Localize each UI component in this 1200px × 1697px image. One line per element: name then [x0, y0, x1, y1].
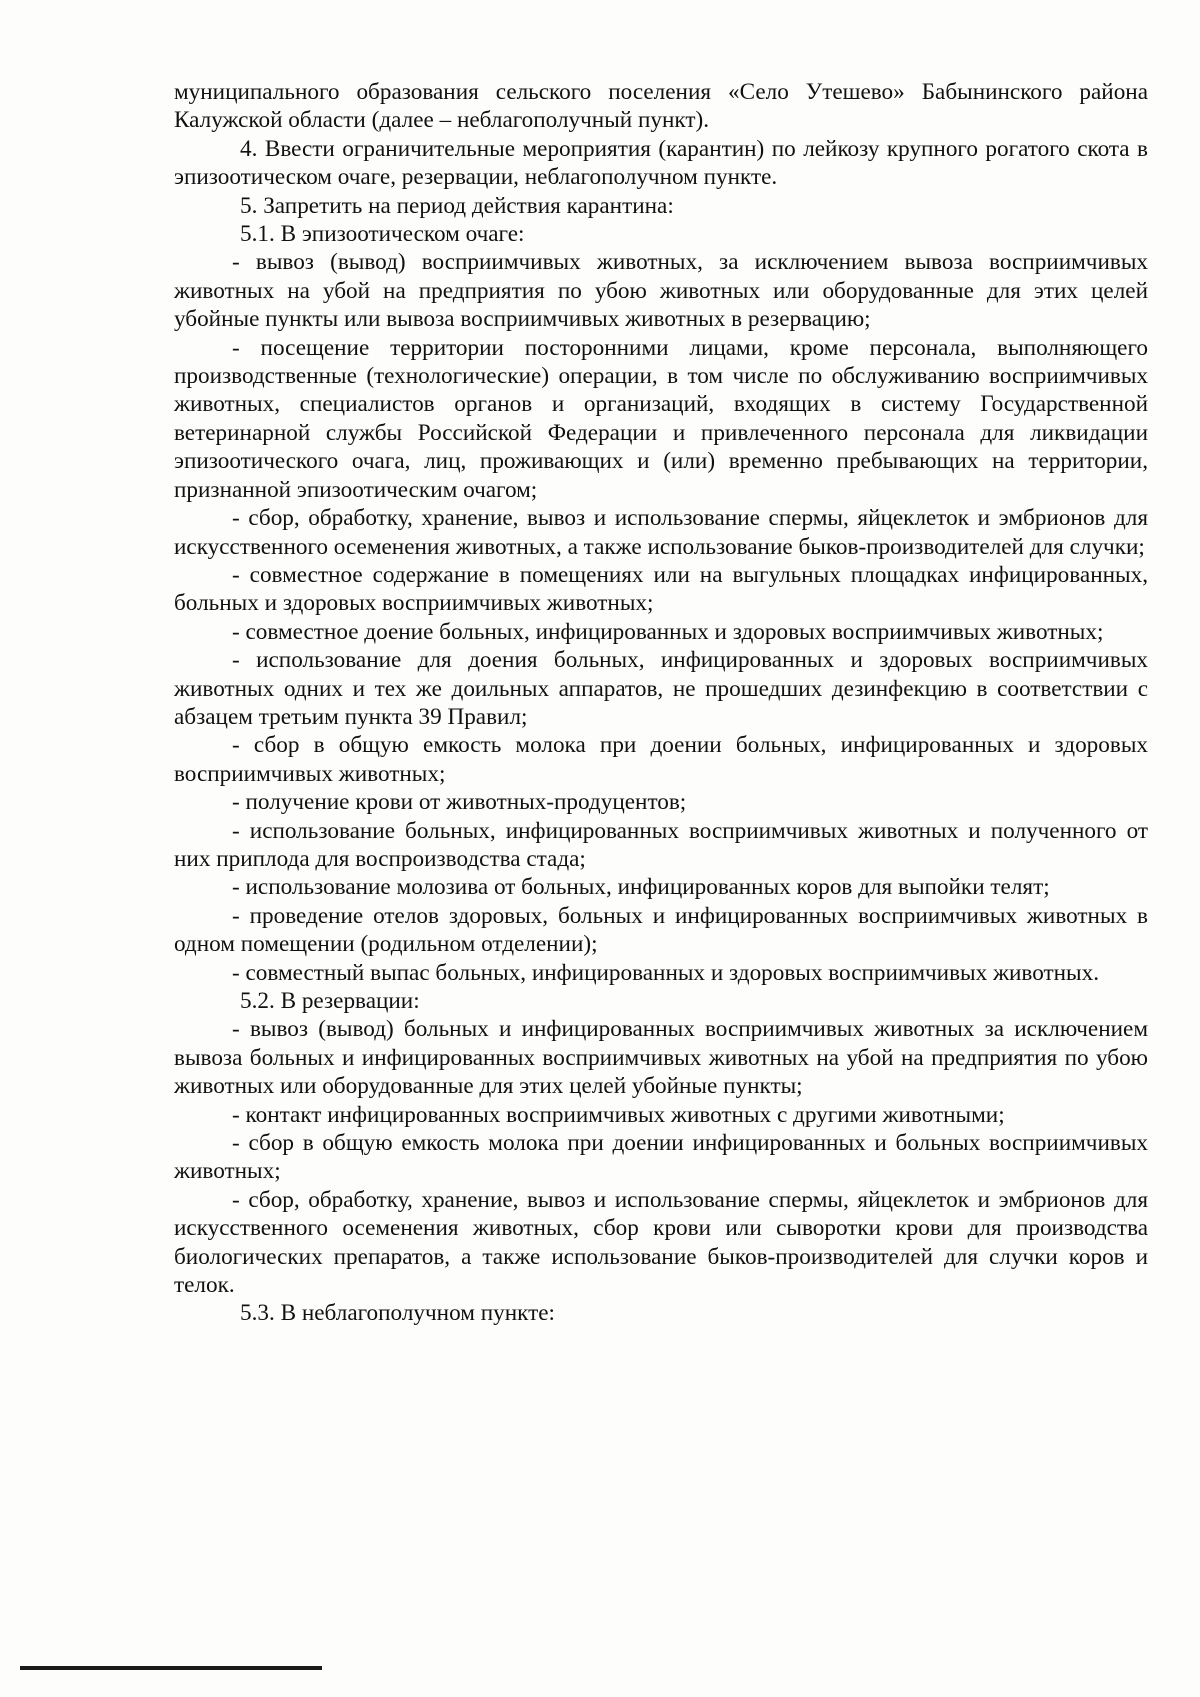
list-item: - использование больных, инфицированных восприимчивых животных и полученного от них приплода для воспроизводства стада; [174, 817, 1148, 872]
list-item: - посещение территории посторонними лицами, кроме персонала, выполняющего производственные (технологические) операции, в том числе по обслуживанию восприимчивых животных, специалистов органов и организаций, входящих в систему Государственной ветеринарной службы Российской Федерации и привлеченного персонала для ликвидации эпизоотического очага, лиц, проживающих и (или) временно пребывающих на территории, признанной эпизоотическим очагом; [174, 334, 1148, 503]
list-item: - использование молозива от больных, инфицированных коров для выпойки телят; [232, 874, 1050, 901]
list-item: - получение крови от животных-продуцентов; [232, 789, 687, 816]
paragraph: муниципального образования сельского поселения «Село Утешево» Бабынинского района Калужской области (далее – неблагополучный пункт). [174, 79, 1148, 134]
list-item: - совместное доение больных, инфицированных и здоровых восприимчивых животных; [232, 618, 1104, 645]
footer-rule [20, 1666, 322, 1670]
document-body [174, 78, 1148, 1328]
list-item: - вывоз (вывод) восприимчивых животных, за исключением вывоза восприимчивых животных на убой на предприятия по убою животных или оборудованные для этих целей убойные пункты или вывоза восприимчивых животных в резервацию; [174, 249, 1148, 333]
list-item: - проведение отелов здоровых, больных и инфицированных восприимчивых животных в одном помещении (родильном отделении); [174, 902, 1148, 958]
list-item: - использование для доения больных, инфицированных и здоровых восприимчивых животных одних и тех же доильных аппаратов, не прошедших дезинфекцию в соответствии с абзацем третьим пункта 39 Правил; [174, 647, 1148, 730]
list-item: - сбор, обработку, хранение, вывоз и использование спермы, яйцеклеток и эмбрионов для искусственного осеменения животных, сбор крови или сыворотки крови для производства биологических препаратов, а также использование быков-производителей для случки коров и телок. [174, 1186, 1148, 1299]
list-item: - сбор, обработку, хранение, вывоз и использование спермы, яйцеклеток и эмбрионов для искусственного осеменения животных, а также использование быков-производителей для случки; [174, 505, 1148, 560]
list-item: - вывоз (вывод) больных и инфицированных восприимчивых животных за исключением вывоза больных и инфицированных восприимчивых животных на убой на предприятия по убою животных или оборудованные для этих целей убойные пункты; [174, 1016, 1148, 1100]
paragraph: 5.1. В эпизоотическом очаге: [240, 221, 525, 248]
list-item: - контакт инфицированных восприимчивых животных с другими животными; [232, 1101, 1005, 1128]
list-item: - совместное содержание в помещениях или на выгульных площадках инфицированных, больных и здоровых восприимчивых животных; [174, 561, 1148, 617]
list-item: - сбор в общую емкость молока при доении больных, инфицированных и здоровых восприимчивых животных; [174, 732, 1148, 787]
paragraph: 5. Запретить на период действия карантина: [240, 192, 674, 219]
paragraph: 4. Ввести ограничительные мероприятия (карантин) по лейкозу крупного рогатого скота в эпизоотическом очаге, резервации, неблагополучном пункте. [174, 135, 1148, 191]
list-item: - совместный выпас больных, инфицированных и здоровых восприимчивых животных. [232, 959, 1100, 986]
section-heading: 5.2. В резервации: [240, 988, 420, 1014]
list-item: - сбор в общую емкость молока при доении инфицированных и больных восприимчивых животных; [174, 1130, 1148, 1185]
section-heading: 5.3. В неблагополучном пункте: [240, 1300, 555, 1327]
